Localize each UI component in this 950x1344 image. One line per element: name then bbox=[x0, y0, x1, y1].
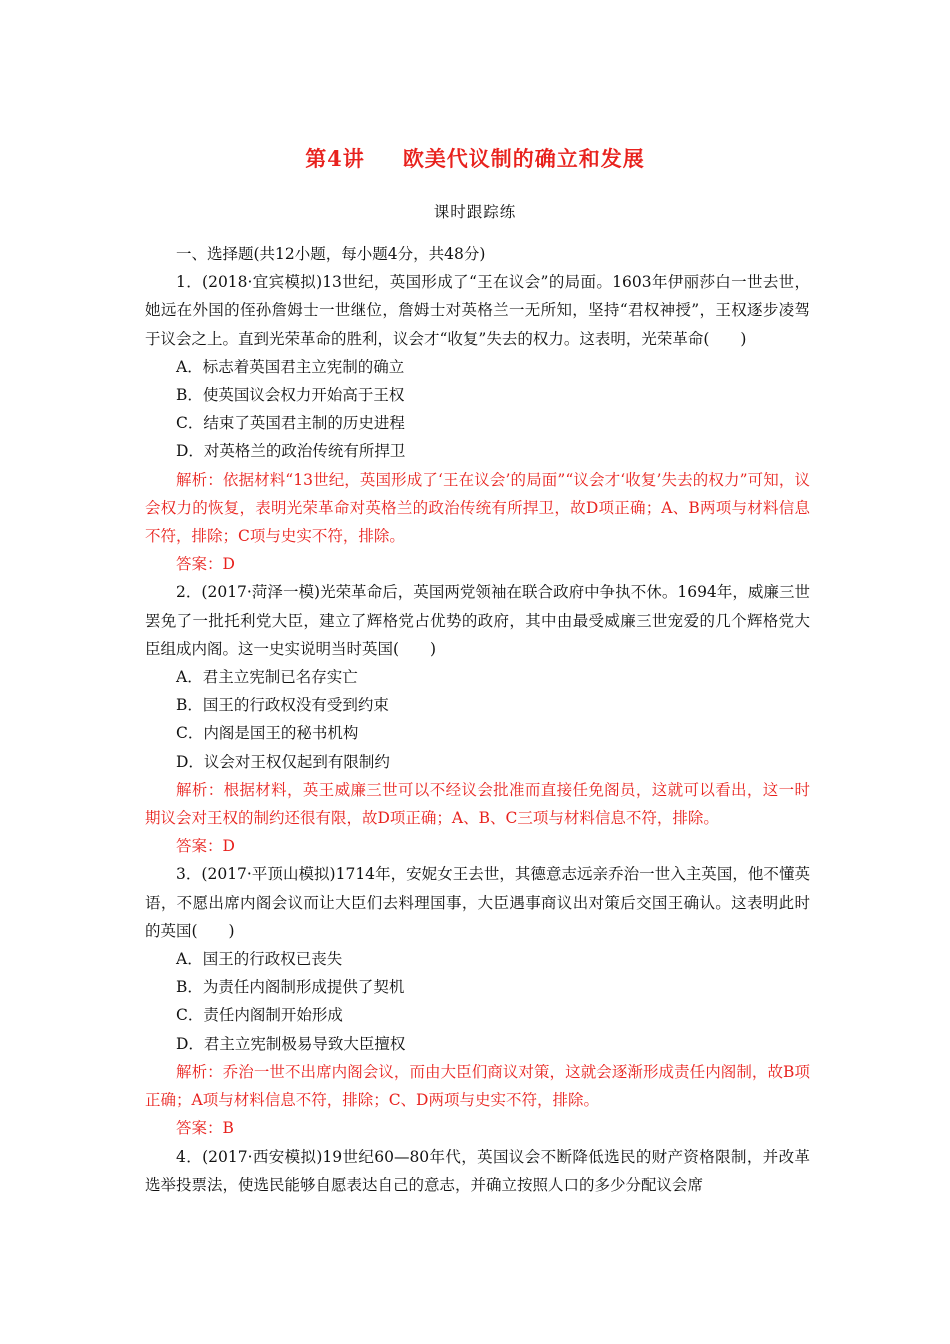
question-3 bbox=[145, 860, 810, 1142]
answer-label: 答案： bbox=[176, 1119, 223, 1138]
question-stem: 3．(2017·平顶山模拟)1714年，安妮女王去世，其德意志远亲乔治一世入主英国，他不懂英语，不愿出席内阁会议而让大臣们去料理国事，大臣遇事商议出对策后交国王确认。这表明此时的英国( ) bbox=[145, 865, 810, 940]
option-c: C．结束了英国君主制的历史进程 bbox=[176, 414, 405, 433]
option-c: C．内阁是国王的秘书机构 bbox=[176, 724, 359, 743]
answer-label: 答案： bbox=[176, 555, 223, 574]
answer bbox=[145, 1114, 810, 1142]
answer-value: B bbox=[222, 1119, 234, 1138]
option-d: D．君主立宪制极易导致大臣擅权 bbox=[176, 1034, 406, 1053]
answer bbox=[145, 550, 810, 578]
question-stem: 4．(2017·西安模拟)19世纪60—80年代，英国议会不断降低选民的财产资格限制，并改革选举投票法，使选民能够自愿表达自己的意志，并确立按照人口的多少分配议会席 bbox=[145, 1147, 810, 1194]
analysis: 解析：乔治一世不出席内阁会议，而由大臣们商议对策，这就会逐渐形成责任内阁制，故B项正确；A项与材料信息不符，排除；C、D两项与史实不符，排除。 bbox=[145, 1062, 810, 1110]
option-a: A．标志着英国君主立宪制的确立 bbox=[176, 357, 405, 376]
answer-label: 答案： bbox=[176, 837, 223, 856]
option-d: D．对英格兰的政治传统有所捍卫 bbox=[176, 442, 406, 461]
option-b: B．为责任内阁制形成提供了契机 bbox=[176, 978, 405, 997]
analysis: 解析：根据材料，英王威廉三世可以不经议会批准而直接任免阁员，这就可以看出，这一时期议会对王权的制约还很有限，故D项正确；A、B、C三项与材料信息不符，排除。 bbox=[145, 780, 810, 828]
answer-value: D bbox=[222, 837, 235, 856]
option-a: A．国王的行政权已丧失 bbox=[176, 950, 343, 969]
page-title bbox=[0, 143, 950, 173]
option-a: A．君主立宪制已名存实亡 bbox=[176, 668, 358, 687]
analysis: 解析：依据材料“13世纪，英国形成了‘王在议会’的局面”“议会才‘收复’失去的权力”可知，议会权力的恢复，表明光荣革命对英格兰的政治传统有所捍卫，故D项正确；A、B两项与材料信息不符，排除；C项与史实不符，排除。 bbox=[145, 470, 810, 546]
page-subtitle: 课时跟踪练 bbox=[433, 203, 517, 221]
answer bbox=[145, 832, 810, 860]
question-stem: 1．(2018·宜宾模拟)13世纪，英国形成了“王在议会”的局面。1603年伊丽莎白一世去世，她远在外国的侄孙詹姆士一世继位，詹姆士对英格兰一无所知，坚持“君权神授”，王权逐步凌驾于议会之上。直到光荣革命的胜利，议会才“收复”失去的权力。这表明，光荣革命( ) bbox=[145, 273, 810, 348]
question-1 bbox=[145, 268, 810, 578]
option-b: B．使英国议会权力开始高于王权 bbox=[176, 386, 405, 405]
exercise-body bbox=[145, 240, 810, 1199]
question-2 bbox=[145, 578, 810, 860]
lesson-name: 欧美代议制的确立和发展 bbox=[402, 146, 645, 171]
section-heading: 一、选择题(共12小题，每小题4分，共48分) bbox=[176, 245, 486, 263]
question-4 bbox=[145, 1143, 810, 1199]
lesson-number: 第4讲 bbox=[305, 146, 365, 171]
option-b: B．国王的行政权没有受到约束 bbox=[176, 696, 389, 715]
option-c: C．责任内阁制开始形成 bbox=[176, 1006, 343, 1025]
answer-value: D bbox=[222, 555, 235, 574]
question-stem: 2．(2017·菏泽一模)光荣革命后，英国两党领袖在联合政府中争执不休。1694年，威廉三世罢免了一批托利党大臣，建立了辉格党占优势的政府，其中由最受威廉三世宠爱的几个辉格党大臣组成内阁。这一史实说明当时英国( ) bbox=[145, 583, 810, 658]
option-d: D．议会对王权仅起到有限制约 bbox=[176, 752, 390, 771]
